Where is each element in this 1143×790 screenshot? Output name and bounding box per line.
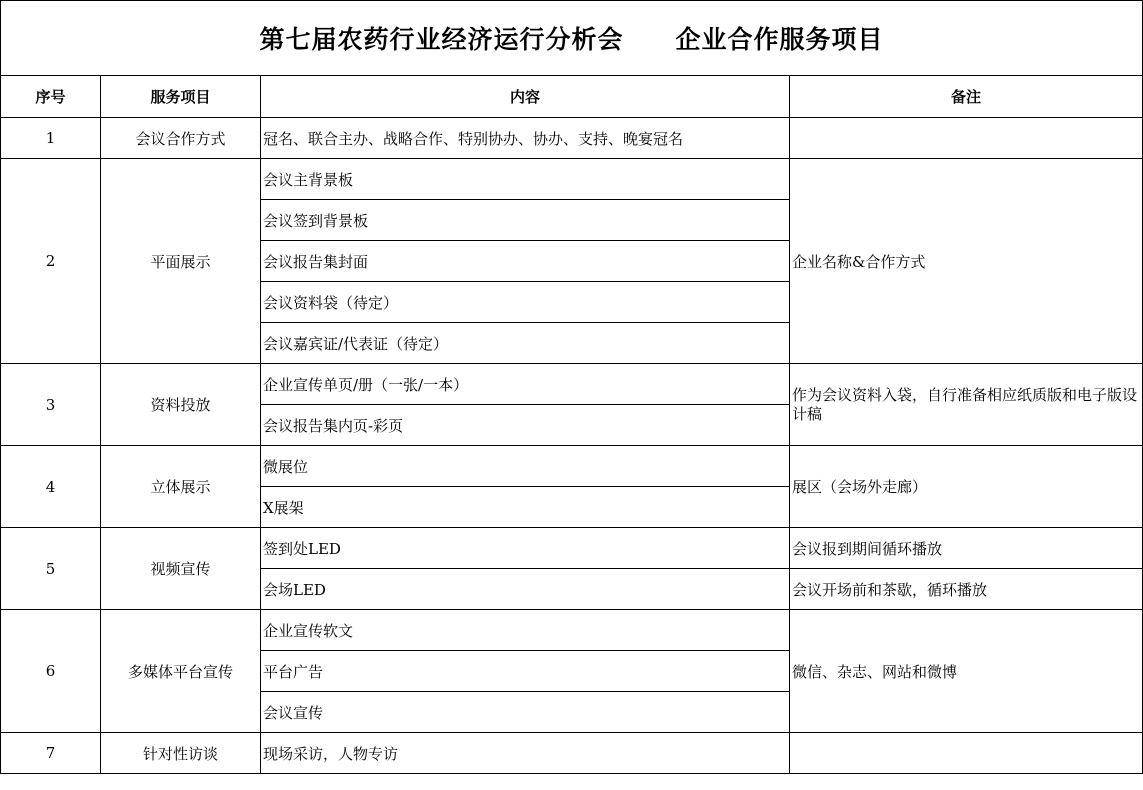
- row-item: 多媒体平台宣传: [101, 610, 261, 733]
- row-content: 会议资料袋（待定）: [261, 282, 790, 323]
- table-row: [1, 733, 1143, 774]
- row-no: 6: [1, 610, 101, 733]
- row-no: 2: [1, 159, 101, 364]
- header-no: 序号: [1, 76, 101, 118]
- row-note: 作为会议资料入袋，自行准备相应纸质版和电子版设计稿: [790, 364, 1143, 446]
- header-item: 服务项目: [101, 76, 261, 118]
- title-cell: [0, 0, 1143, 76]
- row-no: 3: [1, 364, 101, 446]
- table-row: [1, 364, 1143, 405]
- row-item: 立体展示: [101, 446, 261, 528]
- table-row: [1, 528, 1143, 569]
- service-table: [0, 75, 1143, 774]
- row-content: 冠名、联合主办、战略合作、特别协办、协办、支持、晚宴冠名: [261, 118, 790, 159]
- row-content: 企业宣传单页/册（一张/一本）: [261, 364, 790, 405]
- row-item: 会议合作方式: [101, 118, 261, 159]
- row-note: 展区（会场外走廊）: [790, 446, 1143, 528]
- row-note: [790, 733, 1143, 774]
- row-no: 1: [1, 118, 101, 159]
- row-content: 会议签到背景板: [261, 200, 790, 241]
- row-no: 5: [1, 528, 101, 610]
- row-note: 会议报到期间循环播放: [790, 528, 1143, 569]
- row-item: 资料投放: [101, 364, 261, 446]
- row-content: 签到处LED: [261, 528, 790, 569]
- table-row: [1, 610, 1143, 651]
- table-row: [1, 446, 1143, 487]
- row-no: 4: [1, 446, 101, 528]
- row-content: 平台广告: [261, 651, 790, 692]
- row-item: 视频宣传: [101, 528, 261, 610]
- page-title: 第七届农药行业经济运行分析会 企业合作服务项目: [259, 25, 884, 54]
- header-row: [1, 76, 1143, 118]
- row-note: 企业名称&合作方式: [790, 159, 1143, 364]
- row-note: [790, 118, 1143, 159]
- header-note: 备注: [790, 76, 1143, 118]
- row-content: 会议宣传: [261, 692, 790, 733]
- row-content: 现场采访，人物专访: [261, 733, 790, 774]
- row-item: 针对性访谈: [101, 733, 261, 774]
- table-row: [1, 159, 1143, 200]
- row-content: 企业宣传软文: [261, 610, 790, 651]
- table-row: [1, 118, 1143, 159]
- row-note: 微信、杂志、网站和微博: [790, 610, 1143, 733]
- row-content: 会场LED: [261, 569, 790, 610]
- header-content: 内容: [261, 76, 790, 118]
- row-content: 会议嘉宾证/代表证（待定）: [261, 323, 790, 364]
- row-content: 会议主背景板: [261, 159, 790, 200]
- row-content: X展架: [261, 487, 790, 528]
- row-content: 微展位: [261, 446, 790, 487]
- row-content: 会议报告集内页-彩页: [261, 405, 790, 446]
- row-content: 会议报告集封面: [261, 241, 790, 282]
- row-item: 平面展示: [101, 159, 261, 364]
- row-note: 会议开场前和茶歇，循环播放: [790, 569, 1143, 610]
- row-no: 7: [1, 733, 101, 774]
